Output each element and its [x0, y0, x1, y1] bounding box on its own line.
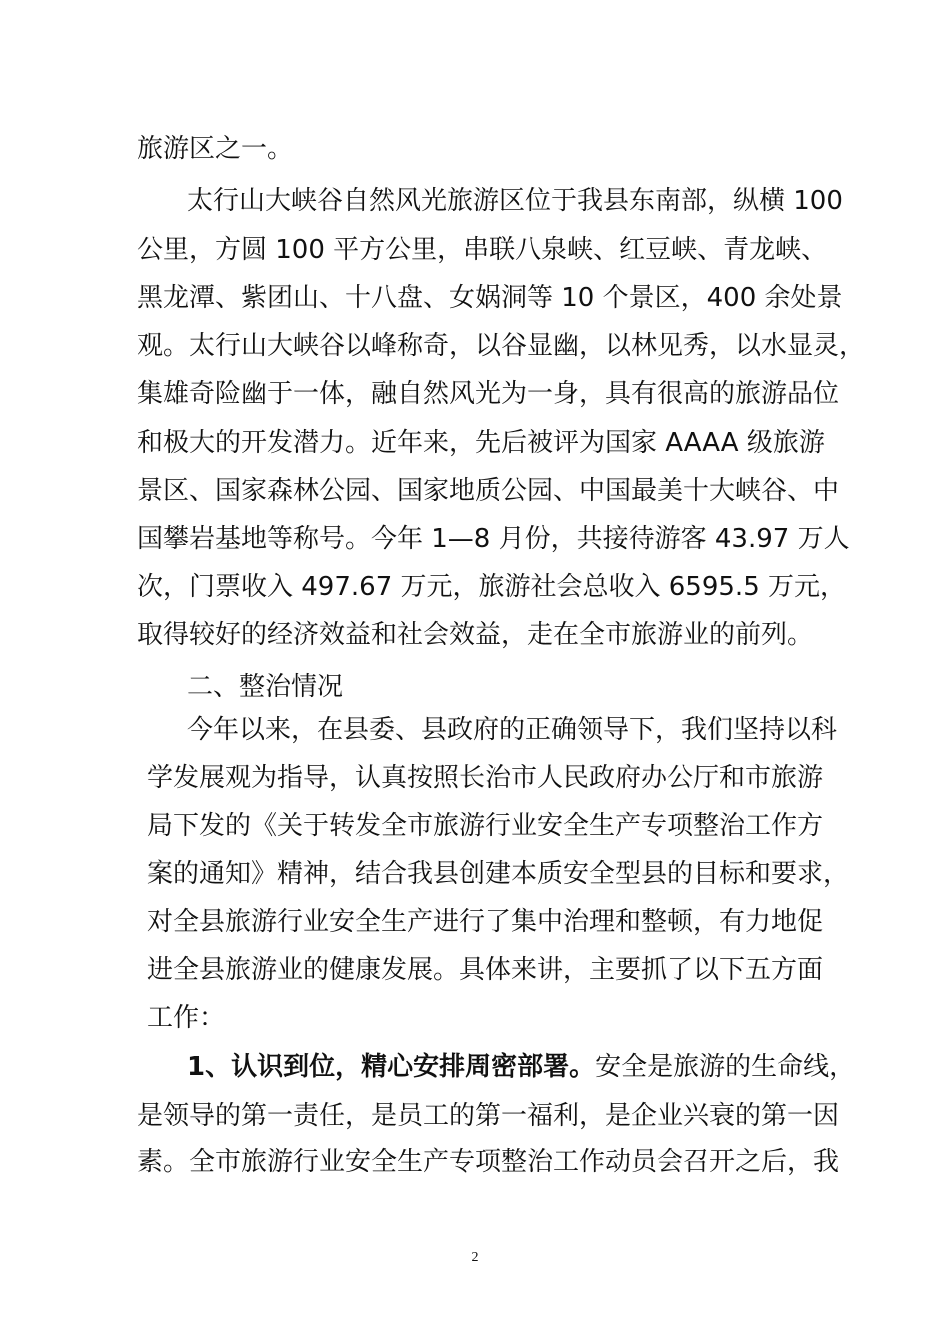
numbered-item-first-line: [187, 1050, 855, 1084]
text-line: 黑龙潭、紫团山、十八盘、女娲洞等 10 个景区，400 余处景: [137, 283, 843, 313]
text-line: 和极大的开发潜力。近年来，先后被评为国家 AAAA 级旅游: [137, 428, 825, 458]
text-line: 素。全市旅游行业安全生产专项整治工作动员会召开之后，我: [137, 1147, 840, 1177]
text-line: 局下发的《关于转发全市旅游行业安全生产专项整治工作方: [147, 811, 824, 841]
text-line: 对全县旅游行业安全生产进行了集中治理和整顿，有力地促: [147, 907, 824, 937]
text-line: 旅游区之一。: [137, 134, 294, 164]
text-line: 工作：: [147, 1003, 226, 1033]
text-line: 是领导的第一责任，是员工的第一福利，是企业兴衰的第一因: [137, 1101, 840, 1131]
text-line: 景区、国家森林公园、国家地质公园、中国最美十大峡谷、中: [137, 476, 840, 506]
item-text: 安全是旅游的生命线，: [595, 1052, 856, 1082]
paragraph-first-line: 太行山大峡谷自然风光旅游区位于我县东南部，纵横 100: [187, 186, 843, 216]
text-line: 国攀岩基地等称号。今年 1—8 月份，共接待游客 43.97 万人: [137, 524, 850, 554]
text-line: 集雄奇险幽于一体，融自然风光为一身，具有很高的旅游品位: [137, 379, 840, 409]
text-line: 观。太行山大峡谷以峰称奇，以谷显幽，以林见秀，以水显灵，: [137, 331, 866, 361]
text-line: 取得较好的经济效益和社会效益，走在全市旅游业的前列。: [137, 620, 814, 650]
text-line: 公里，方圆 100 平方公里，串联八泉峡、红豆峡、青龙峡、: [137, 235, 828, 265]
text-line: 次，门票收入 497.67 万元，旅游社会总收入 6595.5 万元，: [137, 572, 847, 602]
text-line: 学发展观为指导，认真按照长治市人民政府办公厅和市旅游: [147, 763, 824, 793]
text-line: 进全县旅游业的健康发展。具体来讲，主要抓了以下五方面: [147, 955, 824, 985]
section-heading: 二、整治情况: [187, 672, 344, 702]
page-number: 2: [471, 1250, 479, 1265]
text-line: 案的通知》精神，结合我县创建本质安全型县的目标和要求，: [147, 859, 850, 889]
paragraph-first-line: 今年以来，在县委、县政府的正确领导下，我们坚持以科: [187, 715, 838, 745]
item-heading: 1、认识到位，精心安排周密部署。: [187, 1052, 596, 1082]
